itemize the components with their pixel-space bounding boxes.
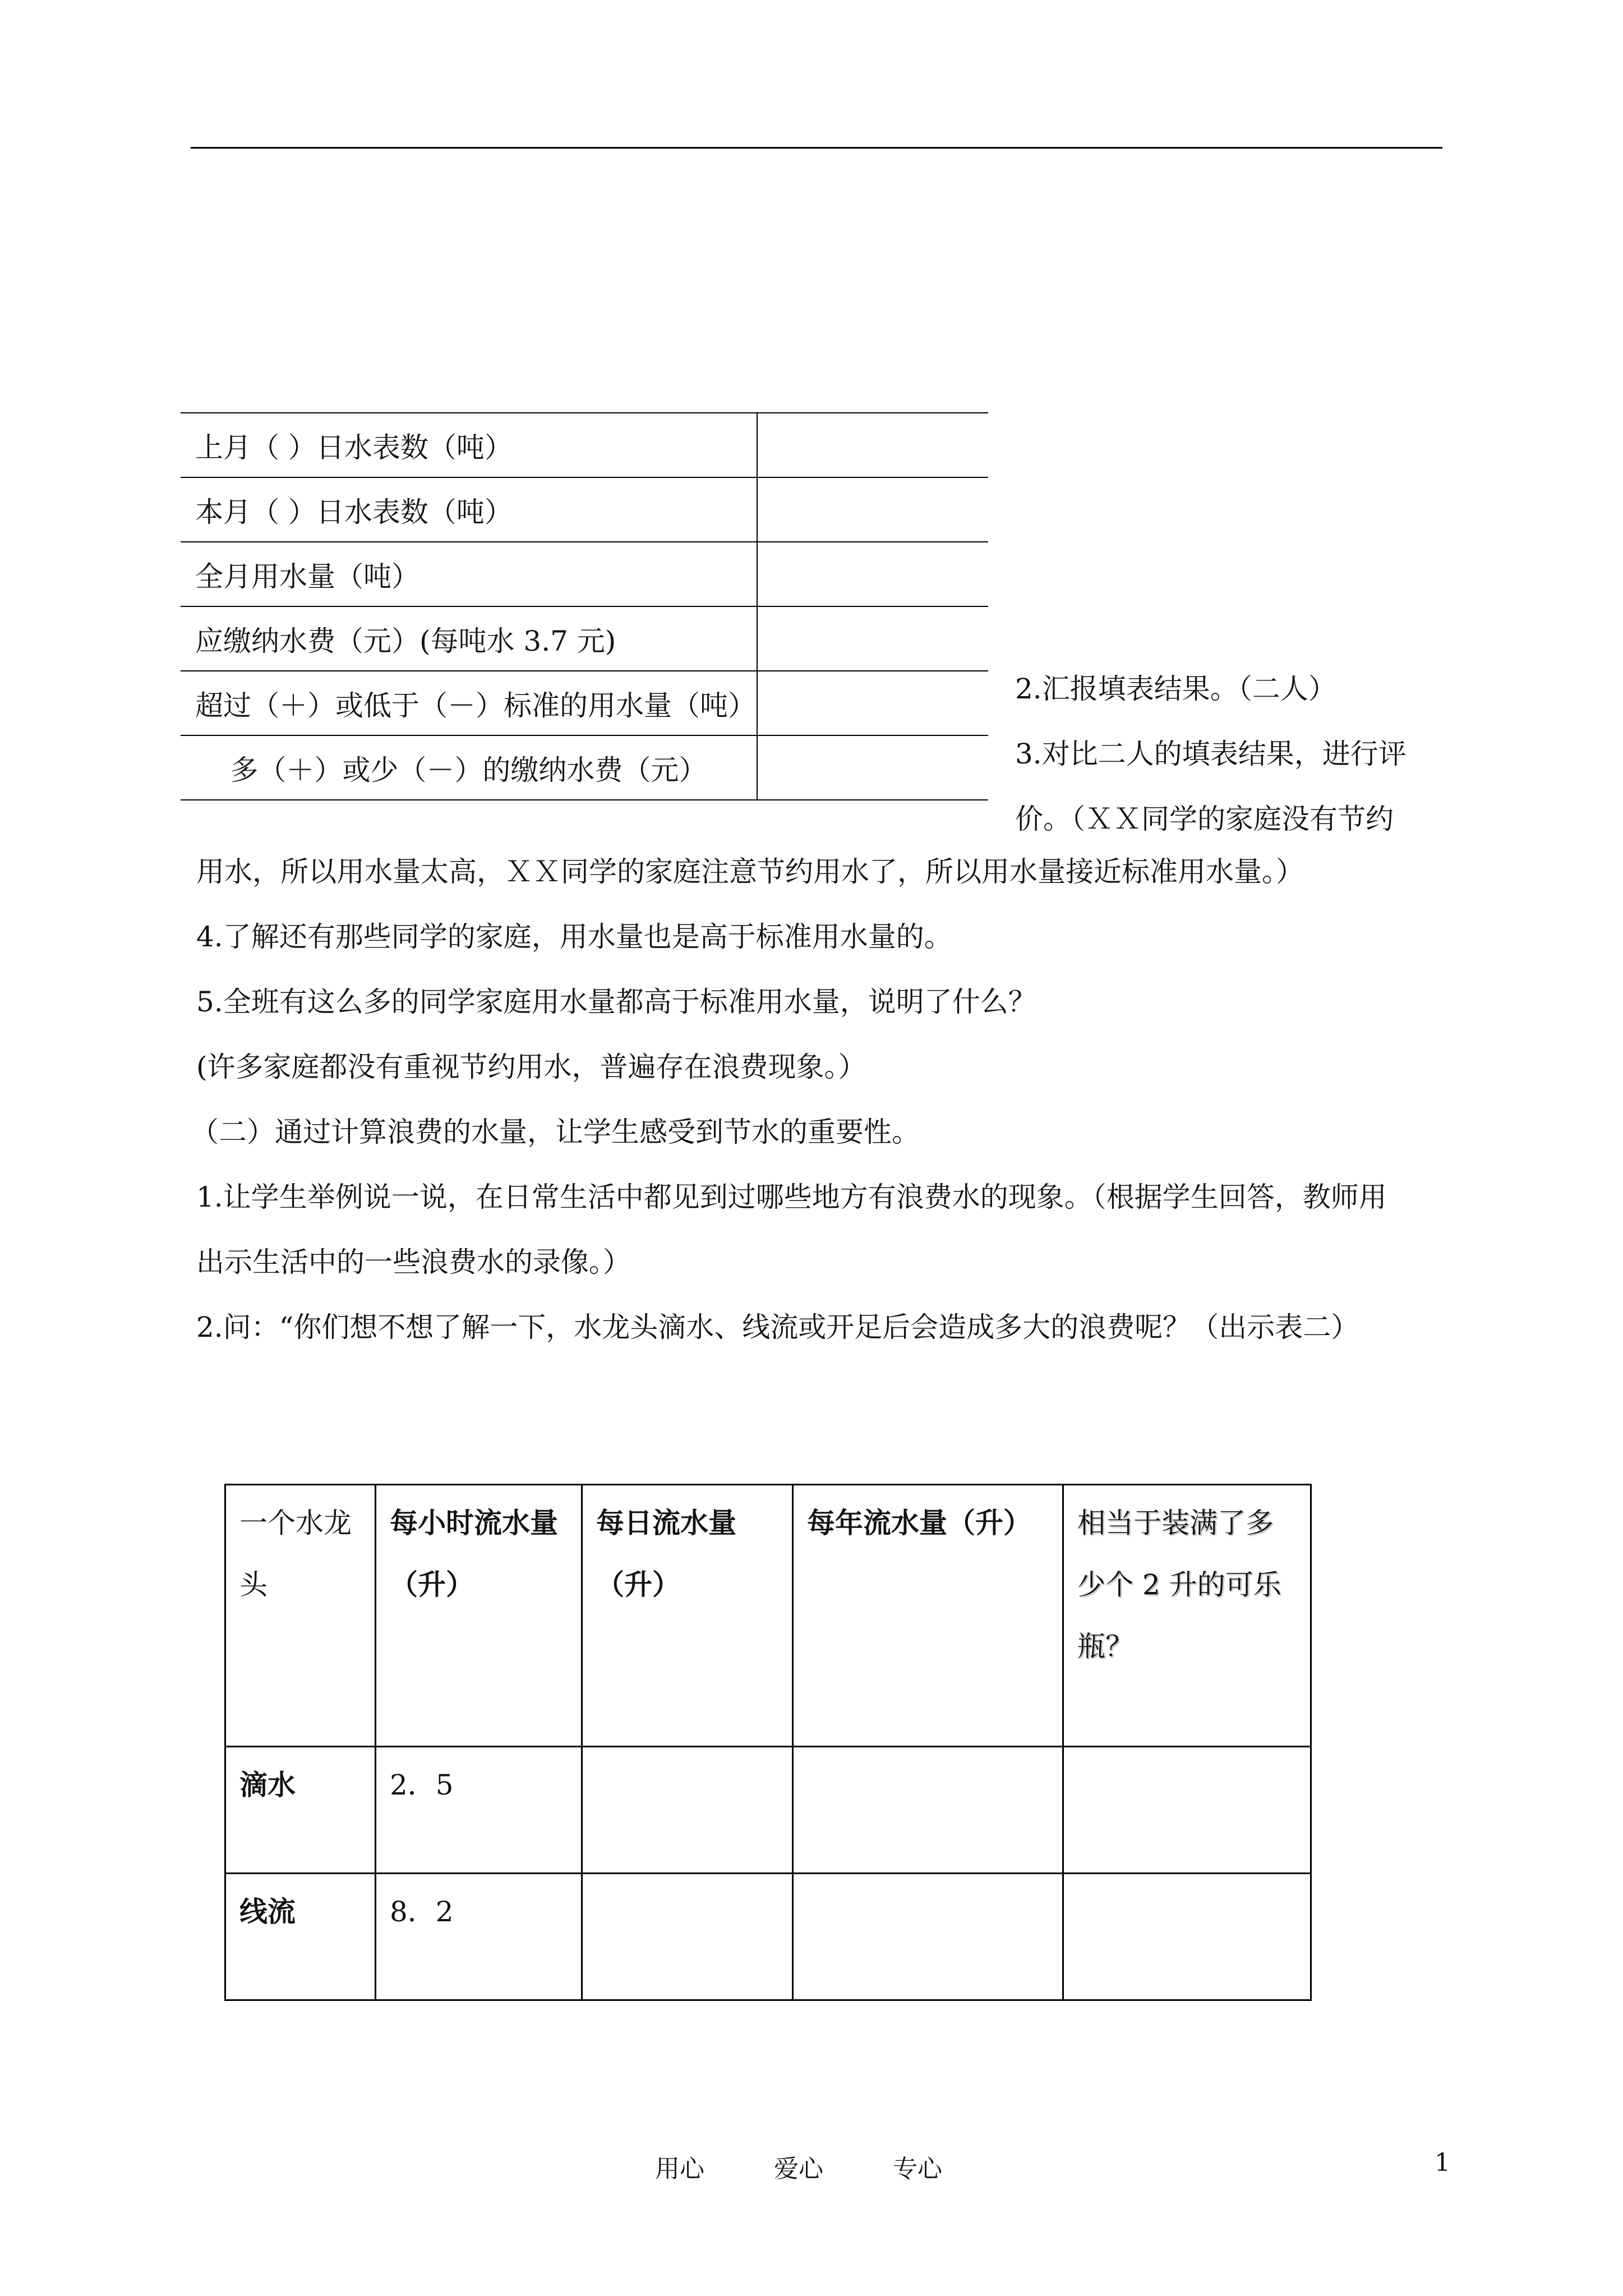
table-cell: 8．2 xyxy=(376,1874,582,2000)
table-cell[interactable] xyxy=(582,1874,793,2000)
table-cell[interactable] xyxy=(582,1747,793,1874)
row-label: 滴水 xyxy=(225,1747,376,1874)
table-cell[interactable] xyxy=(793,1874,1063,2000)
column-header: 一个水龙头 xyxy=(225,1485,376,1747)
paragraph-line: 1.让学生举例说一说，在日常生活中都见到过哪些地方有浪费水的现象。（根据学生回答，教师用 xyxy=(196,1181,1387,1213)
paragraph-line: 用水，所以用水量太高，ＸＸ同学的家庭注意节约用水了，所以用水量接近标准用水量。） xyxy=(196,855,1304,888)
paragraph-line: 出示生活中的一些浪费水的录像。） xyxy=(196,1246,631,1278)
footer-item: 用心 xyxy=(655,2155,704,2183)
faucet-waste-table xyxy=(224,1484,1312,2001)
table-cell-label: 全月用水量（吨） xyxy=(181,542,757,606)
table-cell-value[interactable] xyxy=(757,542,988,606)
table-row xyxy=(181,606,988,671)
row-label: 线流 xyxy=(225,1874,376,2000)
column-header: 相当于装满了多少个 2 升的可乐瓶？ xyxy=(1063,1485,1311,1747)
table-row xyxy=(181,671,988,735)
page-number: 1 xyxy=(1435,2148,1450,2177)
table-cell-value[interactable] xyxy=(757,477,988,542)
table-cell-label: 超过（＋）或低于（－）标准的用水量（吨） xyxy=(181,671,757,735)
table-row xyxy=(181,477,988,542)
table-cell-label: 应缴纳水费（元）(每吨水 3.7 元) xyxy=(181,606,757,671)
footer-item: 爱心 xyxy=(774,2155,823,2183)
table-row xyxy=(181,413,988,477)
table-cell[interactable] xyxy=(1063,1874,1311,2000)
table-cell-label: 本月（ ）日水表数（吨） xyxy=(181,477,757,542)
footer-motto xyxy=(655,2148,942,2184)
table-header-row xyxy=(225,1485,1311,1747)
paragraph-line: 价。（ＸＸ同学的家庭没有节约 xyxy=(1015,803,1394,835)
column-header: 每年流水量（升） xyxy=(793,1485,1063,1747)
table-cell-value[interactable] xyxy=(757,606,988,671)
water-meter-table xyxy=(181,412,988,800)
table-row xyxy=(181,542,988,606)
column-header: 每小时流水量（升） xyxy=(376,1485,582,1747)
table-cell-value[interactable] xyxy=(757,671,988,735)
table-cell-value[interactable] xyxy=(757,735,988,800)
paragraph-line: 4.了解还有那些同学的家庭，用水量也是高于标准用水量的。 xyxy=(196,921,952,953)
footer-item: 专心 xyxy=(893,2155,942,2183)
column-header: 每日流水量（升） xyxy=(582,1485,793,1747)
paragraph-line: 3.对比二人的填表结果，进行评 xyxy=(1015,738,1407,770)
paragraph-line: 2.问：“你们想不想了解一下，水龙头滴水、线流或开足后会造成多大的浪费呢？（出示表二） xyxy=(196,1311,1359,1343)
paragraph-line: (许多家庭都没有重视节约用水，普遍存在浪费现象。） xyxy=(196,1051,866,1083)
table-cell[interactable] xyxy=(793,1747,1063,1874)
table-cell-label: 上月（ ）日水表数（吨） xyxy=(181,413,757,477)
table-cell-label: 多（＋）或少（－）的缴纳水费（元） xyxy=(181,735,757,800)
section-heading: （二）通过计算浪费的水量，让学生感受到节水的重要性。 xyxy=(191,1116,920,1148)
table-cell[interactable] xyxy=(1063,1747,1311,1874)
table-row xyxy=(181,735,988,800)
table-cell: 2．5 xyxy=(376,1747,582,1874)
header-rule xyxy=(191,147,1442,149)
table-row xyxy=(225,1874,1311,2000)
paragraph-line: 2.汇报填表结果。（二人） xyxy=(1015,673,1336,705)
body-paragraphs xyxy=(191,839,1453,1360)
paragraph-line: 5.全班有这么多的同学家庭用水量都高于标准用水量，说明了什么？ xyxy=(196,986,1036,1018)
table-row xyxy=(225,1747,1311,1874)
side-paragraph xyxy=(1015,656,1441,852)
table-cell-value[interactable] xyxy=(757,413,988,477)
